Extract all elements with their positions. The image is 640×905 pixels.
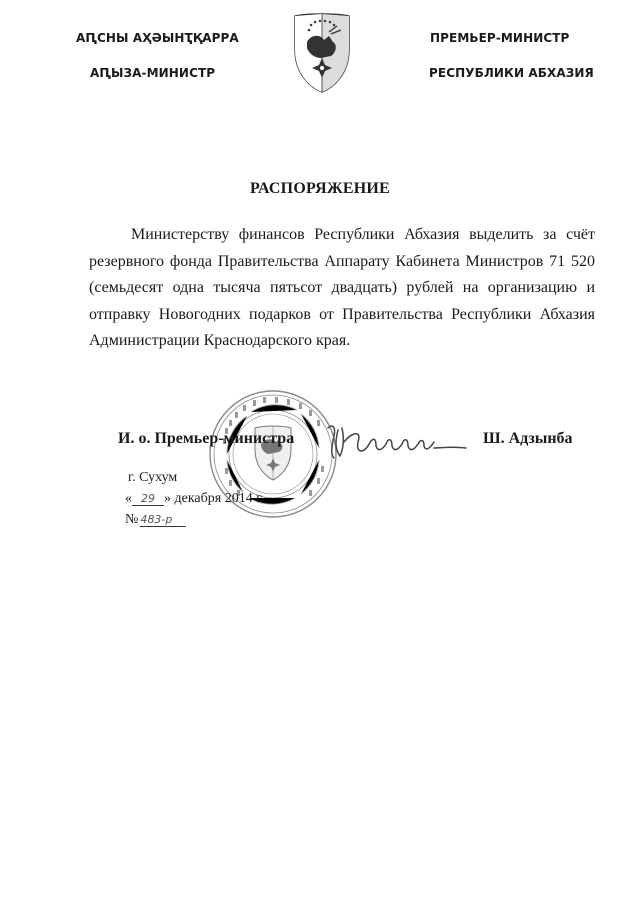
place-of-issue: г. Сухум [128, 470, 178, 485]
date-prefix: « [125, 491, 132, 506]
handwritten-signature-icon [322, 418, 472, 466]
number-prefix: № [125, 512, 139, 527]
signatory-role: И. о. Премьер-министра [118, 430, 295, 447]
header-right-line2: РЕСПУБЛИКИ АБХАЗИЯ [429, 66, 594, 80]
header-right-line1: ПРЕМЬЕР-МИНИСТР [430, 31, 570, 45]
number-handwritten: 483-р [140, 513, 186, 527]
state-emblem-icon [291, 12, 353, 94]
header-left-line1: АԤСНЫ АҲӘЫНҬҚАРРА [76, 31, 239, 45]
date-day-handwritten: 29 [132, 492, 164, 506]
signatory-name: Ш. Адзынба [483, 430, 573, 447]
document-number [125, 512, 186, 528]
document-title: РАСПОРЯЖЕНИЕ [250, 180, 390, 197]
header-left-line2: АԤЫЗА-МИНИСТР [90, 66, 216, 80]
document-body: Министерству финансов Республики Абхазия выделить за счёт резервного фонда Правительства Аппарату Кабинета Министров 71 520 (семьдесят одна тысяча пятьсот двадцать) рублей на организацию и отправку Новогодних подарков от Правительства Республики Абхазия Администрации Краснодарского края. [89, 226, 595, 349]
issue-date [125, 491, 264, 507]
date-suffix: » декабря 2014 г. [164, 491, 264, 506]
